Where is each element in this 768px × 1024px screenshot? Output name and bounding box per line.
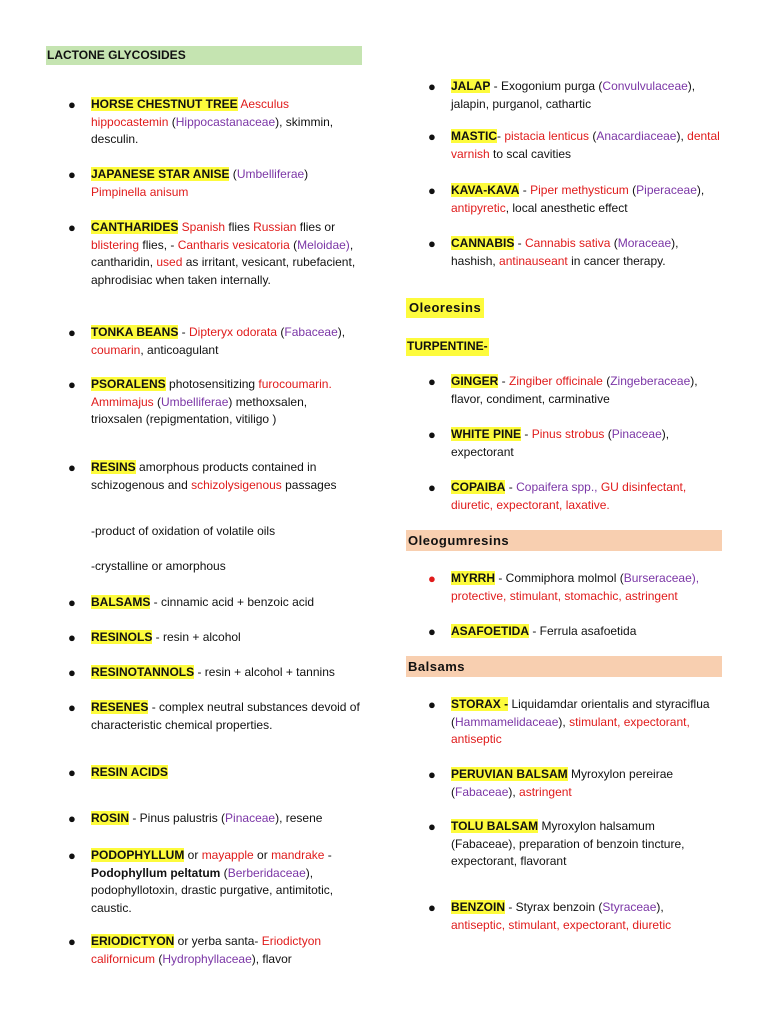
- bullet-icon: ●: [68, 934, 76, 949]
- bullet-icon: ●: [68, 167, 76, 182]
- list-item: ● COPAIBA - Copaifera spp., GU disinfectant, diuretic, expectorant, laxative.: [428, 480, 687, 512]
- list-item: ● RESENES - complex neutral substances devoid of characteristic chemical properties.: [68, 700, 360, 732]
- list-item: ● TONKA BEANS - Dipteryx odorata (Fabaceae), coumarin, anticoagulant: [68, 325, 346, 357]
- list-item: ● RESINOTANNOLS - resin + alcohol + tannins: [68, 665, 335, 680]
- oleoresins-header: Oleoresins: [406, 298, 484, 318]
- bullet-icon: ●: [68, 811, 76, 826]
- balsams-header: Balsams: [406, 656, 722, 677]
- list-item: ● BENZOIN - Styrax benzoin (Styraceae), antiseptic, stimulant, expectorant, diuretic: [428, 900, 672, 932]
- bullet-icon: ●: [68, 97, 76, 112]
- list-item: ● ASAFOETIDA - Ferrula asafoetida: [428, 624, 637, 639]
- bullet-icon: ●: [68, 595, 76, 610]
- list-item: ● RESINOLS - resin + alcohol: [68, 630, 241, 645]
- bullet-icon: ●: [428, 79, 436, 94]
- bullet-icon: ●: [428, 374, 436, 389]
- list-item: ● KAVA-KAVA - Piper methysticum (Piperaceae), antipyretic, local anesthetic effect: [428, 183, 705, 215]
- list-item: ● BALSAMS - cinnamic acid + benzoic acid: [68, 595, 315, 610]
- list-item: ● JAPANESE STAR ANISE (Umbelliferae) Pimpinella anisum: [68, 167, 309, 199]
- oleogumresins-header: Oleogumresins: [406, 530, 722, 551]
- bullet-icon: ●: [428, 236, 436, 251]
- list-item: ● HORSE CHESTNUT TREE Aesculus hippocastemin (Hippocastanaceae), skimmin, desculin.: [68, 97, 334, 146]
- list-item: ● TOLU BALSAM Myroxylon halsamum (Fabaceae), preparation of benzoin tincture, expectorant, flavorant: [428, 819, 685, 868]
- bullet-icon: ●: [68, 325, 76, 340]
- list-item: ● PERUVIAN BALSAM Myroxylon pereirae (Fabaceae), astringent: [428, 767, 674, 799]
- resin-note: -product of oxidation of volatile oils: [91, 524, 276, 538]
- turpentine-label: TURPENTINE-: [406, 338, 489, 356]
- bullet-icon: ●: [428, 767, 436, 782]
- bullet-icon: ●: [428, 183, 436, 198]
- bullet-icon: ●: [68, 460, 76, 475]
- list-item: ● STORAX - Liquidamdar orientalis and styraciflua (Hammamelidaceae), stimulant, expectorant, antiseptic: [428, 697, 710, 746]
- resin-note: -crystalline or amorphous: [91, 559, 226, 573]
- list-item: ● GINGER - Zingiber officinale (Zingeberaceae), flavor, condiment, carminative: [428, 374, 698, 406]
- bullet-icon: ●: [428, 480, 436, 495]
- list-item: ● PSORALENS photosensitizing furocoumarin. Ammimajus (Umbelliferae) methoxsalen, trioxsalen (repigmentation, vitiligo ): [68, 377, 332, 426]
- bullet-icon: ●: [428, 697, 436, 712]
- lactone-glycosides-header: LACTONE GLYCOSIDES: [46, 46, 362, 65]
- list-item: ● MASTIC- pistacia lenticus (Anacardiaceae), dental varnish to scal cavities: [428, 129, 720, 161]
- list-item: ● CANNABIS - Cannabis sativa (Moraceae), hashish, antinauseant in cancer therapy.: [428, 236, 679, 268]
- list-item: ● CANTHARIDES Spanish flies Russian flies or blistering flies, - Cantharis vesicatoria (Meloidae), cantharidin, used as irritant, vesicant, rubefacient, aphrodisiac when taken internally.: [68, 220, 356, 287]
- list-item: ● JALAP - Exogonium purga (Convulvulaceae), jalapin, purganol, cathartic: [428, 79, 696, 111]
- bullet-icon: ●: [68, 765, 76, 780]
- list-item: ● PODOPHYLLUM or mayapple or mandrake - Podophyllum peltatum (Berberidaceae), podophyllotoxin, drastic purgative, antimitotic, caustic.: [68, 848, 334, 915]
- bullet-icon: ●: [68, 665, 76, 680]
- bullet-icon: ●: [68, 700, 76, 715]
- list-item: ● WHITE PINE - Pinus strobus (Pinaceae), expectorant: [428, 427, 670, 459]
- bullet-icon: ●: [428, 900, 436, 915]
- list-item: ● ROSIN - Pinus palustris (Pinaceae), resene: [68, 811, 323, 826]
- bullet-icon: ●: [68, 848, 76, 863]
- bullet-icon: ●: [68, 377, 76, 392]
- bullet-icon: ●: [428, 427, 436, 442]
- bullet-icon: ●: [428, 129, 436, 144]
- list-item: ● MYRRH - Commiphora molmol (Burseraceae), protective, stimulant, stomachic, astringent: [428, 571, 700, 603]
- list-item: ● ERIODICTYON or yerba santa- Eriodictyon californicum (Hydrophyllaceae), flavor: [68, 934, 322, 966]
- list-item: ● RESIN ACIDS: [68, 765, 168, 780]
- bullet-icon: ●: [428, 819, 436, 834]
- bullet-icon: ●: [68, 220, 76, 235]
- bullet-icon: ●: [428, 571, 436, 586]
- list-item: ● RESINS amorphous products contained in schizogenous and schizolysigenous passages: [68, 460, 337, 492]
- bullet-icon: ●: [68, 630, 76, 645]
- bullet-icon: ●: [428, 624, 436, 639]
